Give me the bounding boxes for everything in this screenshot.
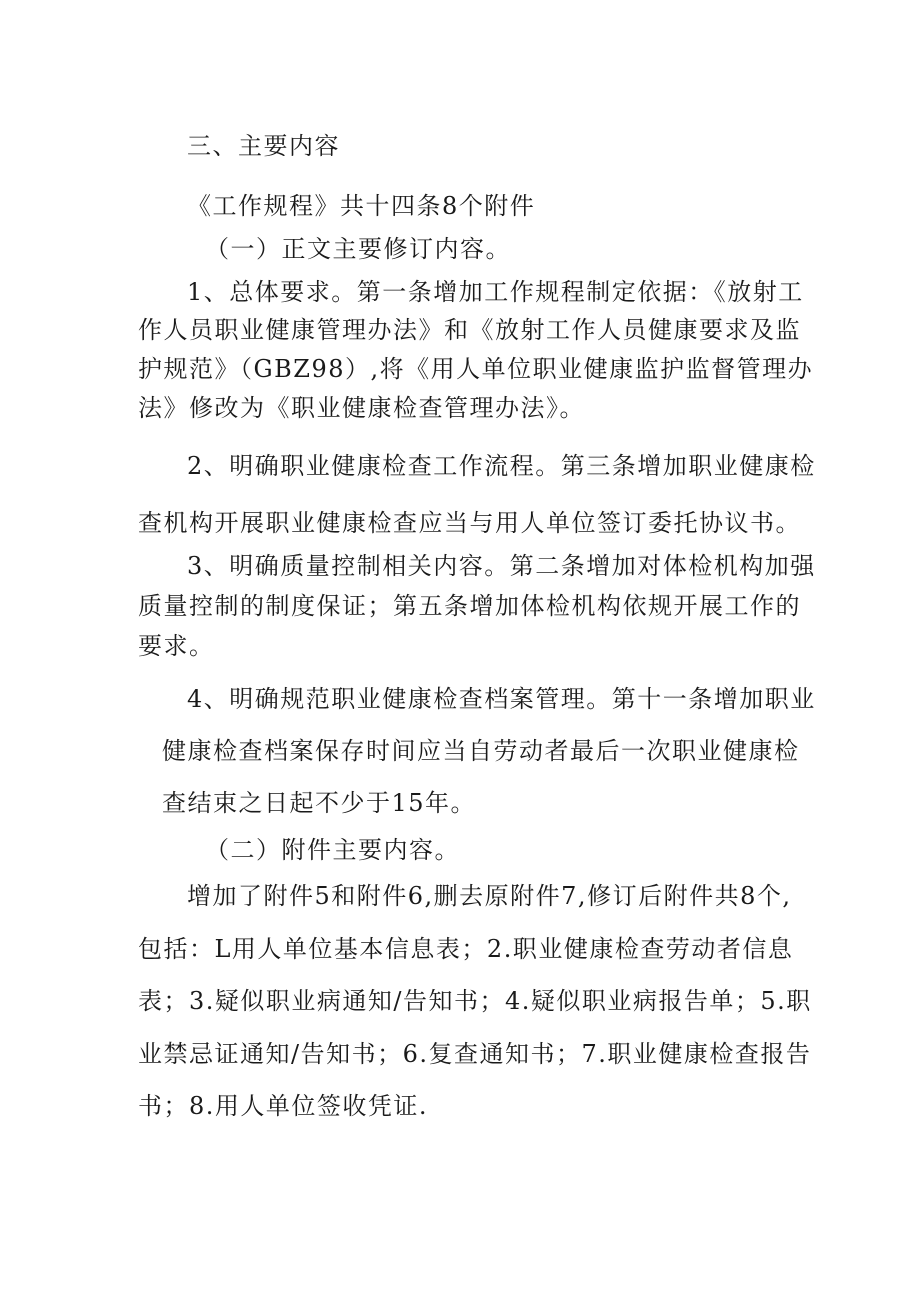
item3-line-1: 3、明确质量控制相关内容。第二条增加对体检机构加强 [187, 552, 816, 580]
item2-line-1: 2、明确职业健康检查工作流程。第三条增加职业健康检 [187, 452, 816, 480]
item3-line-3: 要求。 [138, 632, 215, 660]
item2-line-2: 查机构开展职业健康检查应当与用人单位签订委托协议书。 [138, 509, 801, 537]
item3-line-2: 质量控制的制度保证；第五条增加体检机构依规开展工作的 [138, 592, 801, 620]
item1-line-1: 1、总体要求。第一条增加工作规程制定依据：《放射工 [187, 278, 804, 306]
part2-line-4: 业禁忌证通知/告知书；6.复查通知书；7.职业健康检查报告 [138, 1040, 812, 1068]
part2-line-2: 包括：L用人单位基本信息表；2.职业健康检查劳动者信息 [138, 935, 794, 963]
item1-line-2: 作人员职业健康管理办法》和《放射工作人员健康要求及监 [138, 316, 801, 344]
item4-line-1: 4、明确规范职业健康检查档案管理。第十一条增加职业 [187, 685, 816, 713]
intro-line: 《工作规程》共十四条8个附件 [187, 192, 536, 220]
item4-line-3: 查结束之日起不少于15年。 [162, 789, 477, 817]
part1-heading: （一）正文主要修订内容。 [205, 235, 511, 263]
part2-line-1: 增加了附件5和附件6,删去原附件7,修订后附件共8个, [187, 882, 792, 910]
section-heading: 三、主要内容 [187, 132, 340, 160]
item1-line-3: 护规范》（GBZ98）,将《用人单位职业健康监护监督管理办 [138, 355, 814, 383]
item1-line-4: 法》修改为《职业健康检查管理办法》。 [138, 394, 585, 422]
item4-line-2: 健康检查档案保存时间应当自劳动者最后一次职业健康检 [162, 737, 800, 765]
part2-line-5: 书；8.用人单位签收凭证. [138, 1092, 429, 1120]
part2-line-3: 表；3.疑似职业病通知/告知书；4.疑似职业病报告单；5.职 [138, 987, 812, 1015]
part2-heading: （二）附件主要内容。 [205, 836, 460, 864]
